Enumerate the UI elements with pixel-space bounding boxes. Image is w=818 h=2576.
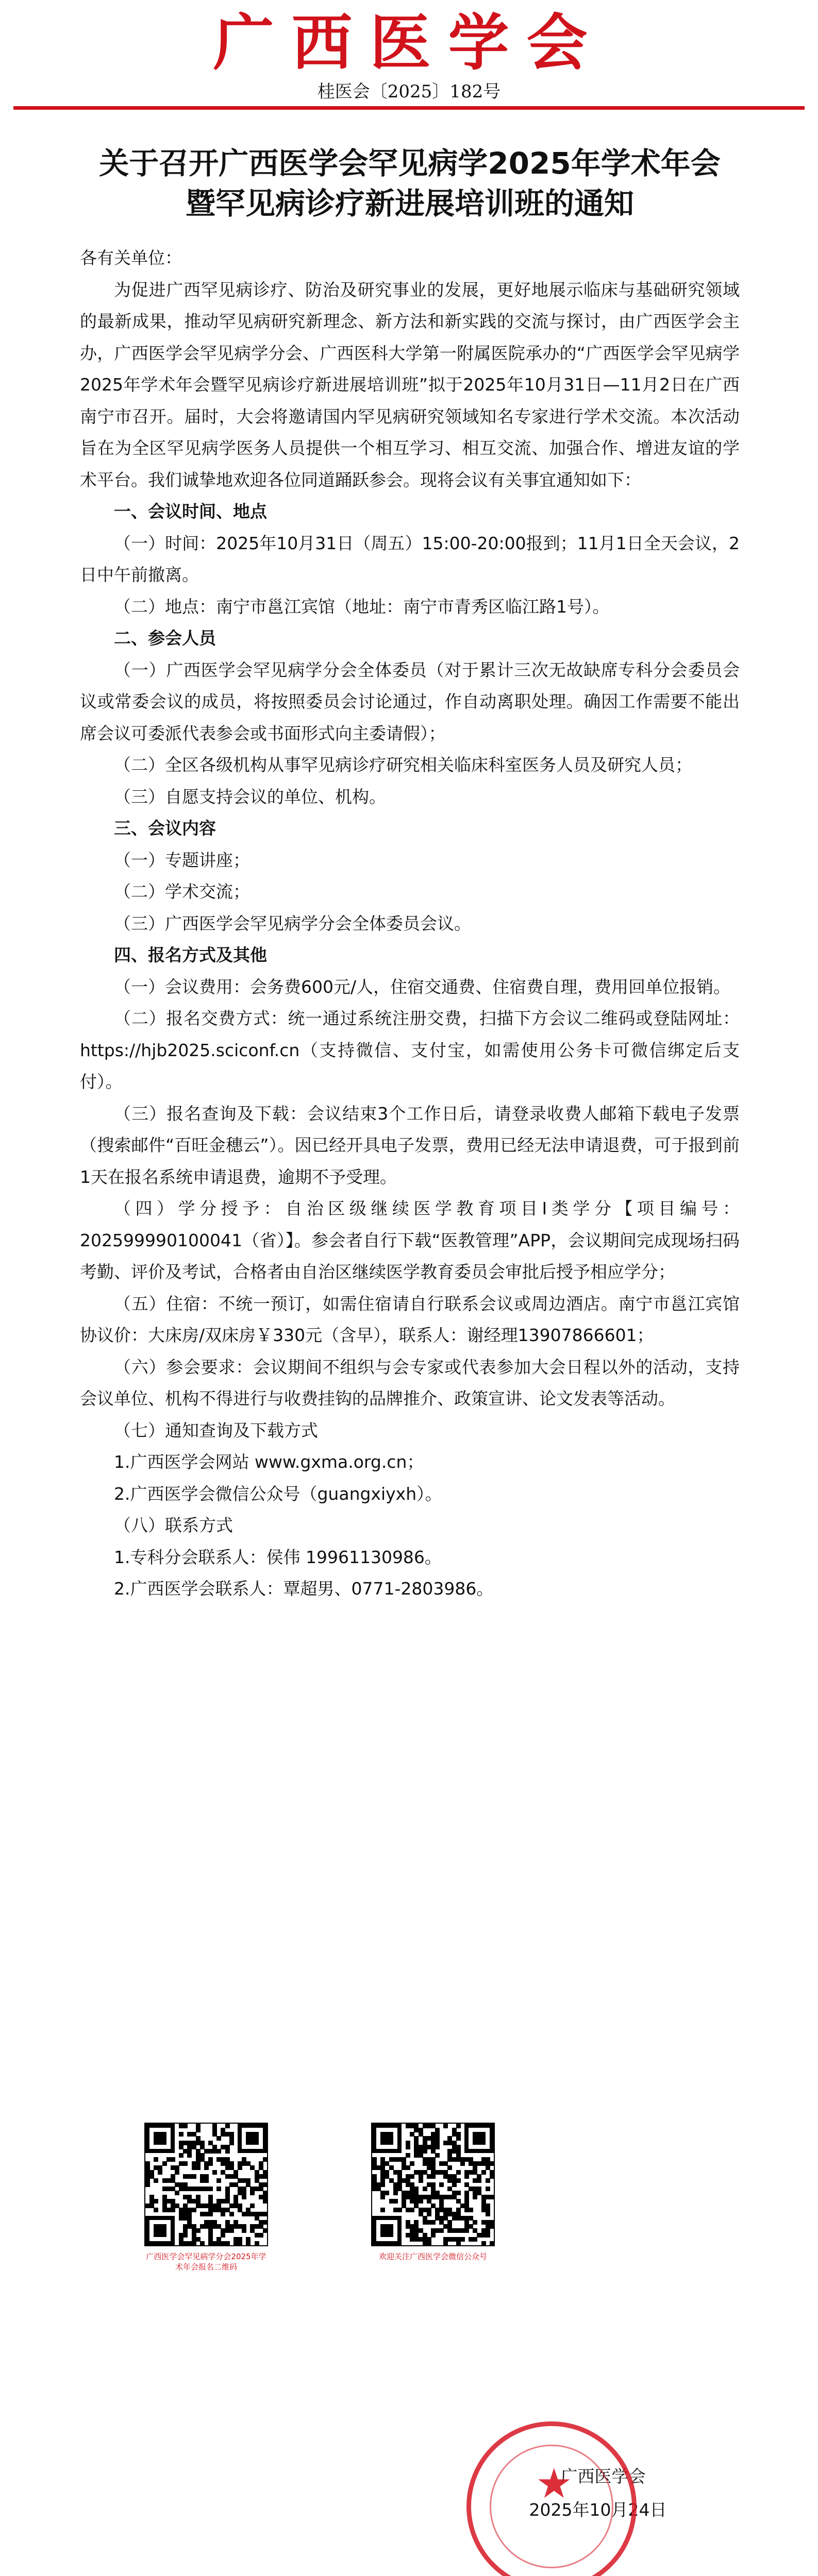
qr-module (196, 2128, 201, 2132)
qr-module (208, 2161, 213, 2166)
paragraph: （四）学分授予：自治区级继续医学教育项目Ⅰ类学分【项目编号：202599990100041（省）】。参会者自行下载“医教管理”APP，会议期间完成现场扫码考勤、评价及考试，合格者由自治区继续医学教育委员会审批后授予相应学分； (80, 1198, 740, 1282)
qr-module (192, 2208, 196, 2212)
qr-module (406, 2153, 410, 2158)
qr-module (216, 2178, 221, 2183)
qr-module (183, 2124, 188, 2128)
qr-module (490, 2161, 494, 2166)
qr-module (452, 2182, 457, 2187)
qr-module (393, 2191, 398, 2195)
qr-module (477, 2178, 481, 2183)
qr-module (393, 2199, 398, 2204)
qr-module (259, 2233, 263, 2238)
qr-module (439, 2228, 444, 2233)
qr-module (246, 2241, 251, 2246)
section-heading: 四、报名方式及其他 (114, 945, 267, 965)
paragraph: （七）通知查询及下载方式 (114, 1420, 318, 1440)
qr-module (469, 2208, 473, 2212)
qr-module (410, 2174, 414, 2179)
section-heading: 二、参会人员 (114, 628, 216, 648)
qr-module (171, 2208, 175, 2212)
paragraph: （一）广西医学会罕见病学分会全体委员（对于累计三次无故缺席专科分会委员会议或常委会议的成员，将按照委员会讨论通过，作自动离职处理。确因工作需要不能出席会议可委派代表参会或书面形式向主委请假）； (80, 659, 740, 743)
qr-module (225, 2241, 230, 2246)
org-title: 广西医学会 (213, 7, 605, 78)
signature-org: 广西医学会 (560, 2466, 646, 2486)
qr-module (481, 2241, 486, 2246)
qr-module (473, 2237, 477, 2242)
qr-module (481, 2170, 486, 2175)
qr-module (456, 2170, 461, 2175)
qr-module (175, 2191, 179, 2195)
paragraph: （二）报名交费方式：统一通过系统注册交费，扫描下方会议二维码或登陆网址：https://hjb2025.sciconf.cn（支持微信、支付宝，如需使用公务卡可微信绑定后支付）。 (80, 1008, 740, 1092)
qr-module (473, 2195, 477, 2199)
qr-module (154, 2199, 158, 2204)
qr-module (242, 2228, 246, 2233)
notice-body (80, 242, 740, 1605)
qr-module (154, 2132, 166, 2144)
qr-module (216, 2136, 221, 2141)
qr-module (204, 2165, 209, 2170)
qr-module (431, 2174, 436, 2179)
qr-module (410, 2208, 414, 2212)
qr-module (183, 2161, 188, 2166)
contact-line: 1.专科分会联系人：侯伟 19961130986。 (114, 1547, 442, 1567)
qr-module (154, 2224, 166, 2236)
qr-module (238, 2241, 242, 2246)
paragraph: （一）会议费用：会务费600元/人，住宿交通费、住宿费自理，费用回单位报销。 (114, 976, 731, 997)
qr-module (221, 2233, 225, 2238)
registration-qr[interactable] (144, 2123, 268, 2293)
qr-module (380, 2208, 385, 2212)
qr-module (380, 2182, 385, 2187)
qr-module (263, 2157, 268, 2162)
qr-module (423, 2149, 427, 2154)
section-heading: 三、会议内容 (114, 818, 216, 838)
qr-module (162, 2161, 167, 2166)
qr-module (486, 2187, 490, 2191)
qr-module (406, 2165, 410, 2170)
paragraph: （二）地点：南宁市邕江宾馆（地址：南宁市青秀区临江路1号）。 (114, 596, 610, 617)
qr-module (460, 2237, 465, 2242)
qr-module (179, 2153, 183, 2158)
qr-module (154, 2208, 158, 2212)
qr-module (208, 2187, 213, 2191)
notice-title-line1: 关于召开广西医学会罕见病学2025年学术年会 (99, 146, 721, 181)
notice-title-line2: 暨罕见病诊疗新进展培训班的通知 (185, 186, 634, 221)
qr-module (443, 2124, 448, 2128)
qr-module (473, 2220, 477, 2225)
qr-module (431, 2233, 436, 2238)
qr-module (246, 2132, 258, 2144)
paragraph: （二）学术交流； (114, 882, 250, 902)
red-divider (13, 106, 805, 110)
qr-module (154, 2157, 158, 2162)
qr-module (229, 2141, 234, 2145)
official-seal (466, 2421, 637, 2576)
qr-module (419, 2178, 423, 2183)
qr-module (380, 2195, 385, 2199)
qr-module (229, 2228, 234, 2233)
doc-number: 桂医会〔2025〕182号 (317, 81, 501, 102)
qr-module (263, 2199, 268, 2204)
paragraph: （八）联系方式 (114, 1515, 233, 1535)
star-icon: ★ (536, 2460, 573, 2507)
qr-module (464, 2228, 469, 2233)
section-heading: 一、会议时间、地点 (114, 501, 267, 521)
qr-code-icon[interactable] (144, 2123, 268, 2246)
qr-module (225, 2149, 230, 2154)
qr-module (443, 2241, 448, 2246)
qr-module (255, 2241, 259, 2246)
qr-module (242, 2195, 246, 2199)
qr-module (410, 2161, 414, 2166)
qr-module (456, 2178, 461, 2183)
qr-module (435, 2145, 440, 2149)
wechat-qr[interactable] (371, 2123, 495, 2293)
qr-module (486, 2178, 490, 2183)
contact-line: 2.广西医学会联系人：覃超男、0771-2803986。 (114, 1579, 494, 1599)
qr-module (250, 2204, 255, 2208)
qr-module (216, 2187, 221, 2191)
qr-module (212, 2170, 217, 2175)
qr-module (250, 2191, 255, 2195)
masthead (0, 0, 818, 118)
paragraph: （三）报名查询及下载：会议结束3个工作日后，请登录收费人邮箱下载电子发票（搜索邮件“百旺金穗云”）。因已经开具电子发票，费用已经无法申请退费，可于报到前1天在报名系统申请退费，逾期不予受理。 (80, 1103, 740, 1187)
salutation: 各有关单位： (80, 248, 182, 268)
qr-module (221, 2212, 225, 2216)
qr-module (200, 2241, 205, 2246)
paragraph: （五）住宿：不统一预订，如需住宿请自行联系会议或周边酒店。南宁市邕江宾馆协议价：大床房/双床房￥330元（含早），联系人：谢经理13907866601； (80, 1293, 740, 1345)
qr-module (473, 2132, 485, 2144)
qr-module (490, 2241, 494, 2246)
qr-module (175, 2170, 179, 2175)
qr-module (229, 2212, 234, 2216)
qr-module (183, 2233, 188, 2238)
qr-module (456, 2136, 461, 2141)
qr-module (154, 2178, 158, 2183)
qr-module (439, 2182, 444, 2187)
paragraph: （六）参会要求：会议期间不组织与会专家或代表参加大会日程以外的活动，支持会议单位、机构不得进行与收费挂钩的品牌推介、政策宣讲、论文发表等活动。 (80, 1357, 740, 1409)
qr-module (380, 2132, 393, 2144)
paragraph: （三）自愿支持会议的单位、机构。 (114, 786, 386, 807)
qr-module (187, 2153, 192, 2158)
qr-module (435, 2153, 440, 2158)
qr-module (192, 2241, 196, 2246)
qr-module (263, 2182, 268, 2187)
qr-module (208, 2212, 213, 2216)
qr-module (380, 2224, 393, 2236)
qr-module (263, 2220, 268, 2225)
qr-module (456, 2191, 461, 2195)
qr-module (196, 2228, 201, 2233)
paragraph: （三）广西医学会罕见病学分会全体委员会议。 (114, 913, 471, 934)
qr-module (179, 2132, 183, 2137)
paragraph: （一）专题讲座； (114, 850, 250, 870)
paragraph: （一）时间：2025年10月31日（周五）15:00-20:00报到；11月1日全天会议，2日中午前撤离。 (80, 533, 740, 585)
qr-module (406, 2145, 410, 2149)
qr-module (464, 2174, 469, 2179)
qr-module (456, 2124, 461, 2128)
qr-module (431, 2220, 436, 2225)
qr-module (238, 2165, 242, 2170)
qr-module (427, 2212, 431, 2216)
qr-module (225, 2124, 230, 2128)
paragraph: 2.广西医学会微信公众号（guangxiyxh）。 (114, 1483, 442, 1504)
qr-module (423, 2187, 427, 2191)
qr-module (460, 2161, 465, 2166)
qr-module (490, 2174, 494, 2179)
qr-module (385, 2191, 389, 2195)
qr-module (490, 2224, 494, 2229)
qr-module (196, 2165, 201, 2170)
qr-code-icon[interactable] (371, 2123, 495, 2246)
qr-module (263, 2228, 268, 2233)
qr-module (427, 2241, 431, 2246)
qr-module (490, 2195, 494, 2199)
qr-module (145, 2182, 150, 2187)
qr-module (263, 2174, 268, 2179)
qr-module (171, 2157, 175, 2162)
paragraph: （二）全区各级机构从事罕见病诊疗研究相关临床科室医务人员及研究人员； (114, 755, 692, 775)
qr-module (447, 2165, 452, 2170)
qr-module (263, 2212, 268, 2216)
qr-module (419, 2199, 423, 2204)
qr-module (216, 2149, 221, 2154)
intro-paragraph: 为促进广西罕见病诊疗、防治及研究事业的发展，更好地展示临床与基础研究领域的最新成果，推动罕见病研究新理念、新方法和新实践的交流与探讨，由广西医学会主办，广西医学会罕见病学分会、广西医科大学第一附属医院承办的“广西医学会罕见病学2025年学术年会暨罕见病诊疗新进展培训班”拟于2025年10月31日—11月2日在广西南宁市召开。届时，大会将邀请国内罕见病研究领域知名专家进行学术交流。本次活动旨在为全区罕见病学医务人员提供一个相互学习、相互交流、加强合作、增进友谊的学术平台。我们诚挚地欢迎各位同道踊跃参会。现将会议有关事宜通知如下： (80, 279, 740, 490)
qr-module (486, 2233, 490, 2238)
qr-module (192, 2174, 196, 2179)
signature-date: 2025年10月24日 (529, 2500, 667, 2520)
qr-caption: 广西医学会罕见病学分会2025年学术年会报名二维码 (146, 2252, 266, 2272)
website-link[interactable]: 1.广西医学会网站 www.gxma.org.cn； (114, 1452, 424, 1472)
qr-module (397, 2208, 402, 2212)
notice-title (62, 143, 758, 224)
qr-module (158, 2170, 162, 2175)
qr-module (204, 2178, 209, 2183)
qr-module (456, 2241, 461, 2246)
qr-module (486, 2212, 490, 2216)
qr-caption: 欢迎关注广西医学会微信公众号 (378, 2252, 487, 2261)
